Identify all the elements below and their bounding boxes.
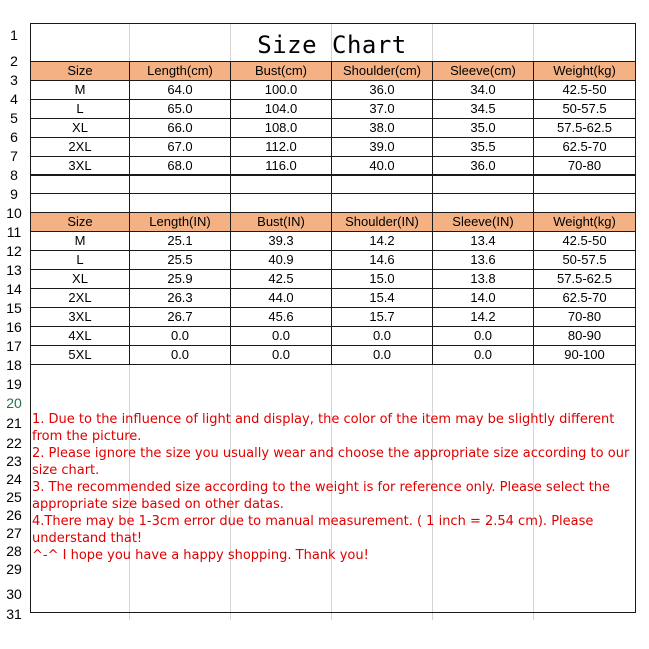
table-row	[31, 270, 636, 289]
table-cell[interactable]: XL	[31, 119, 130, 138]
table-cell[interactable]: 14.0	[433, 289, 534, 308]
table-row	[31, 289, 636, 308]
table-row	[31, 346, 636, 365]
note-2[interactable]: 2. Please ignore the size you usually wear and choose the appropriate size according to our size chart.	[32, 446, 630, 478]
row-number[interactable]: 17	[6, 338, 22, 354]
row-number[interactable]: 20	[6, 395, 22, 411]
table-cell[interactable]: 15.0	[332, 270, 433, 289]
row-number[interactable]: 15	[6, 300, 22, 316]
cell[interactable]	[332, 194, 433, 213]
table-cell[interactable]: 14.2	[433, 308, 534, 327]
table-row	[31, 232, 636, 251]
row-number[interactable]: 23	[6, 453, 22, 469]
page-title[interactable]: Size Chart	[257, 31, 407, 59]
table-cell[interactable]: 65.0	[130, 100, 231, 119]
row-number[interactable]: 22	[6, 435, 22, 451]
size-table-inch	[30, 212, 636, 365]
note-4[interactable]: 4.There may be 1-3cm error due to manual measurement. ( 1 inch = 2.54 cm). Please understand that!	[32, 514, 594, 546]
table-cell[interactable]: 25.9	[130, 270, 231, 289]
table-cell[interactable]: 25.1	[130, 232, 231, 251]
cell[interactable]	[332, 175, 433, 194]
table-cell[interactable]: XL	[31, 270, 130, 289]
table-cell[interactable]: 0.0	[130, 327, 231, 346]
table-header-row	[31, 62, 636, 81]
table-cell[interactable]: 44.0	[231, 289, 332, 308]
row-number[interactable]: 29	[6, 561, 22, 577]
table-row	[31, 81, 636, 100]
row-number[interactable]: 27	[6, 525, 22, 541]
size-table-cm	[30, 61, 636, 176]
row-number[interactable]: 3	[10, 72, 18, 88]
table-cell[interactable]: 34.0	[433, 81, 534, 100]
table-cell[interactable]: 90-100	[534, 346, 636, 365]
table-cell[interactable]: 0.0	[433, 346, 534, 365]
table-cell[interactable]: 108.0	[231, 119, 332, 138]
header-bust[interactable]: Bust(cm)	[231, 62, 332, 81]
table-cell[interactable]: 14.6	[332, 251, 433, 270]
table-row	[31, 157, 636, 176]
table-cell[interactable]: 36.0	[332, 81, 433, 100]
row-number[interactable]: 9	[10, 186, 18, 202]
table-cell[interactable]: L	[31, 100, 130, 119]
header-shoulder[interactable]: Shoulder(IN)	[332, 213, 433, 232]
row-number[interactable]: 14	[6, 281, 22, 297]
table-cell[interactable]: 25.5	[130, 251, 231, 270]
table-cell[interactable]: 13.8	[433, 270, 534, 289]
table-cell[interactable]: 26.3	[130, 289, 231, 308]
table-cell[interactable]: 36.0	[433, 157, 534, 176]
header-bust[interactable]: Bust(IN)	[231, 213, 332, 232]
row-number[interactable]: 8	[10, 167, 18, 183]
cell[interactable]	[231, 175, 332, 194]
table-cell[interactable]: 50-57.5	[534, 251, 636, 270]
table-cell[interactable]: 0.0	[231, 346, 332, 365]
row-number[interactable]: 28	[6, 543, 22, 559]
table-cell[interactable]: 66.0	[130, 119, 231, 138]
row-number[interactable]: 31	[6, 606, 22, 622]
table-cell[interactable]: 15.7	[332, 308, 433, 327]
table-row	[31, 308, 636, 327]
table-cell[interactable]: 5XL	[31, 346, 130, 365]
row-number[interactable]: 21	[6, 415, 22, 431]
table-cell[interactable]: 42.5-50	[534, 81, 636, 100]
table-cell[interactable]: 0.0	[332, 346, 433, 365]
note-3[interactable]: 3. The recommended size according to the weight is for reference only. Please select the appropriate size based on other datas.	[32, 480, 611, 512]
row-number[interactable]: 11	[6, 224, 22, 240]
table-row	[31, 327, 636, 346]
table-cell[interactable]: 38.0	[332, 119, 433, 138]
notes-block	[32, 411, 632, 564]
note-1[interactable]: 1. Due to the influence of light and display, the color of the item may be slightly different from the picture.	[32, 412, 615, 444]
table-cell[interactable]: M	[31, 232, 130, 251]
table-cell[interactable]: 45.6	[231, 308, 332, 327]
row-number[interactable]: 16	[6, 319, 22, 335]
table-cell[interactable]: 37.0	[332, 100, 433, 119]
table-cell[interactable]: 3XL	[31, 157, 130, 176]
blank-row	[31, 194, 636, 213]
table-cell[interactable]: 42.5	[231, 270, 332, 289]
table-cell[interactable]: 3XL	[31, 308, 130, 327]
table-row	[31, 119, 636, 138]
table-cell[interactable]: 70-80	[534, 308, 636, 327]
table-row	[31, 251, 636, 270]
table-cell[interactable]: 4XL	[31, 327, 130, 346]
table-row	[31, 138, 636, 157]
table-cell[interactable]: 0.0	[332, 327, 433, 346]
blank-row	[31, 175, 636, 194]
cell[interactable]	[534, 175, 636, 194]
table-cell[interactable]: 62.5-70	[534, 138, 636, 157]
table-cell[interactable]: 39.3	[231, 232, 332, 251]
row-number[interactable]: 5	[10, 110, 18, 126]
row-number[interactable]: 10	[6, 205, 22, 221]
header-length[interactable]: Length(cm)	[130, 62, 231, 81]
row-number[interactable]: 1	[10, 27, 18, 43]
header-sleeve[interactable]: Sleeve(IN)	[433, 213, 534, 232]
table-cell[interactable]: 39.0	[332, 138, 433, 157]
header-size[interactable]: Size	[31, 213, 130, 232]
table-cell[interactable]: L	[31, 251, 130, 270]
cell[interactable]	[31, 175, 130, 194]
row-number[interactable]: 26	[6, 507, 22, 523]
table-cell[interactable]: 67.0	[130, 138, 231, 157]
cell[interactable]	[534, 194, 636, 213]
table-cell[interactable]: 50-57.5	[534, 100, 636, 119]
note-5[interactable]: ^-^ I hope you have a happy shopping. Thank you!	[32, 548, 369, 563]
table-cell[interactable]: 57.5-62.5	[534, 270, 636, 289]
table-cell[interactable]: 64.0	[130, 81, 231, 100]
table-cell[interactable]: 0.0	[130, 346, 231, 365]
table-cell[interactable]: 112.0	[231, 138, 332, 157]
table-cell[interactable]: 0.0	[433, 327, 534, 346]
table-cell[interactable]: 0.0	[231, 327, 332, 346]
table-cell[interactable]: 68.0	[130, 157, 231, 176]
row-number[interactable]: 13	[6, 262, 22, 278]
cell[interactable]	[231, 194, 332, 213]
row-number[interactable]: 12	[6, 243, 22, 259]
table-cell[interactable]: 15.4	[332, 289, 433, 308]
table-header-row	[31, 213, 636, 232]
header-size[interactable]: Size	[31, 62, 130, 81]
table-cell[interactable]: 14.2	[332, 232, 433, 251]
cell[interactable]	[31, 194, 130, 213]
header-weight[interactable]: Weight(kg)	[534, 62, 636, 81]
row-number[interactable]: 6	[10, 129, 18, 145]
header-weight[interactable]: Weight(kg)	[534, 213, 636, 232]
table-cell[interactable]: M	[31, 81, 130, 100]
row-number-column	[0, 0, 30, 649]
row-number[interactable]: 24	[6, 471, 22, 487]
row-number[interactable]: 4	[10, 91, 18, 107]
table-cell[interactable]: 57.5-62.5	[534, 119, 636, 138]
table-cell[interactable]: 13.4	[433, 232, 534, 251]
table-cell[interactable]: 70-80	[534, 157, 636, 176]
row-number[interactable]: 18	[6, 357, 22, 373]
row-number[interactable]: 7	[10, 148, 18, 164]
row-number[interactable]: 19	[6, 376, 22, 392]
blank-rows	[30, 174, 636, 213]
table-cell[interactable]: 2XL	[31, 138, 130, 157]
table-cell[interactable]: 80-90	[534, 327, 636, 346]
row-number[interactable]: 25	[6, 489, 22, 505]
table-cell[interactable]: 40.0	[332, 157, 433, 176]
table-cell[interactable]: 34.5	[433, 100, 534, 119]
row-number[interactable]: 30	[6, 586, 22, 602]
cell[interactable]	[433, 175, 534, 194]
table-cell[interactable]: 62.5-70	[534, 289, 636, 308]
table-cell[interactable]: 26.7	[130, 308, 231, 327]
row-number[interactable]: 2	[10, 53, 18, 69]
table-row	[31, 100, 636, 119]
table-cell[interactable]: 2XL	[31, 289, 130, 308]
header-sleeve[interactable]: Sleeve(cm)	[433, 62, 534, 81]
table-cell[interactable]: 40.9	[231, 251, 332, 270]
table-cell[interactable]: 116.0	[231, 157, 332, 176]
table-cell[interactable]: 35.0	[433, 119, 534, 138]
cell[interactable]	[433, 194, 534, 213]
header-shoulder[interactable]: Shoulder(cm)	[332, 62, 433, 81]
cell[interactable]	[130, 175, 231, 194]
table-cell[interactable]: 100.0	[231, 81, 332, 100]
cell[interactable]	[130, 194, 231, 213]
table-cell[interactable]: 42.5-50	[534, 232, 636, 251]
table-cell[interactable]: 104.0	[231, 100, 332, 119]
header-length[interactable]: Length(IN)	[130, 213, 231, 232]
table-cell[interactable]: 13.6	[433, 251, 534, 270]
table-cell[interactable]: 35.5	[433, 138, 534, 157]
